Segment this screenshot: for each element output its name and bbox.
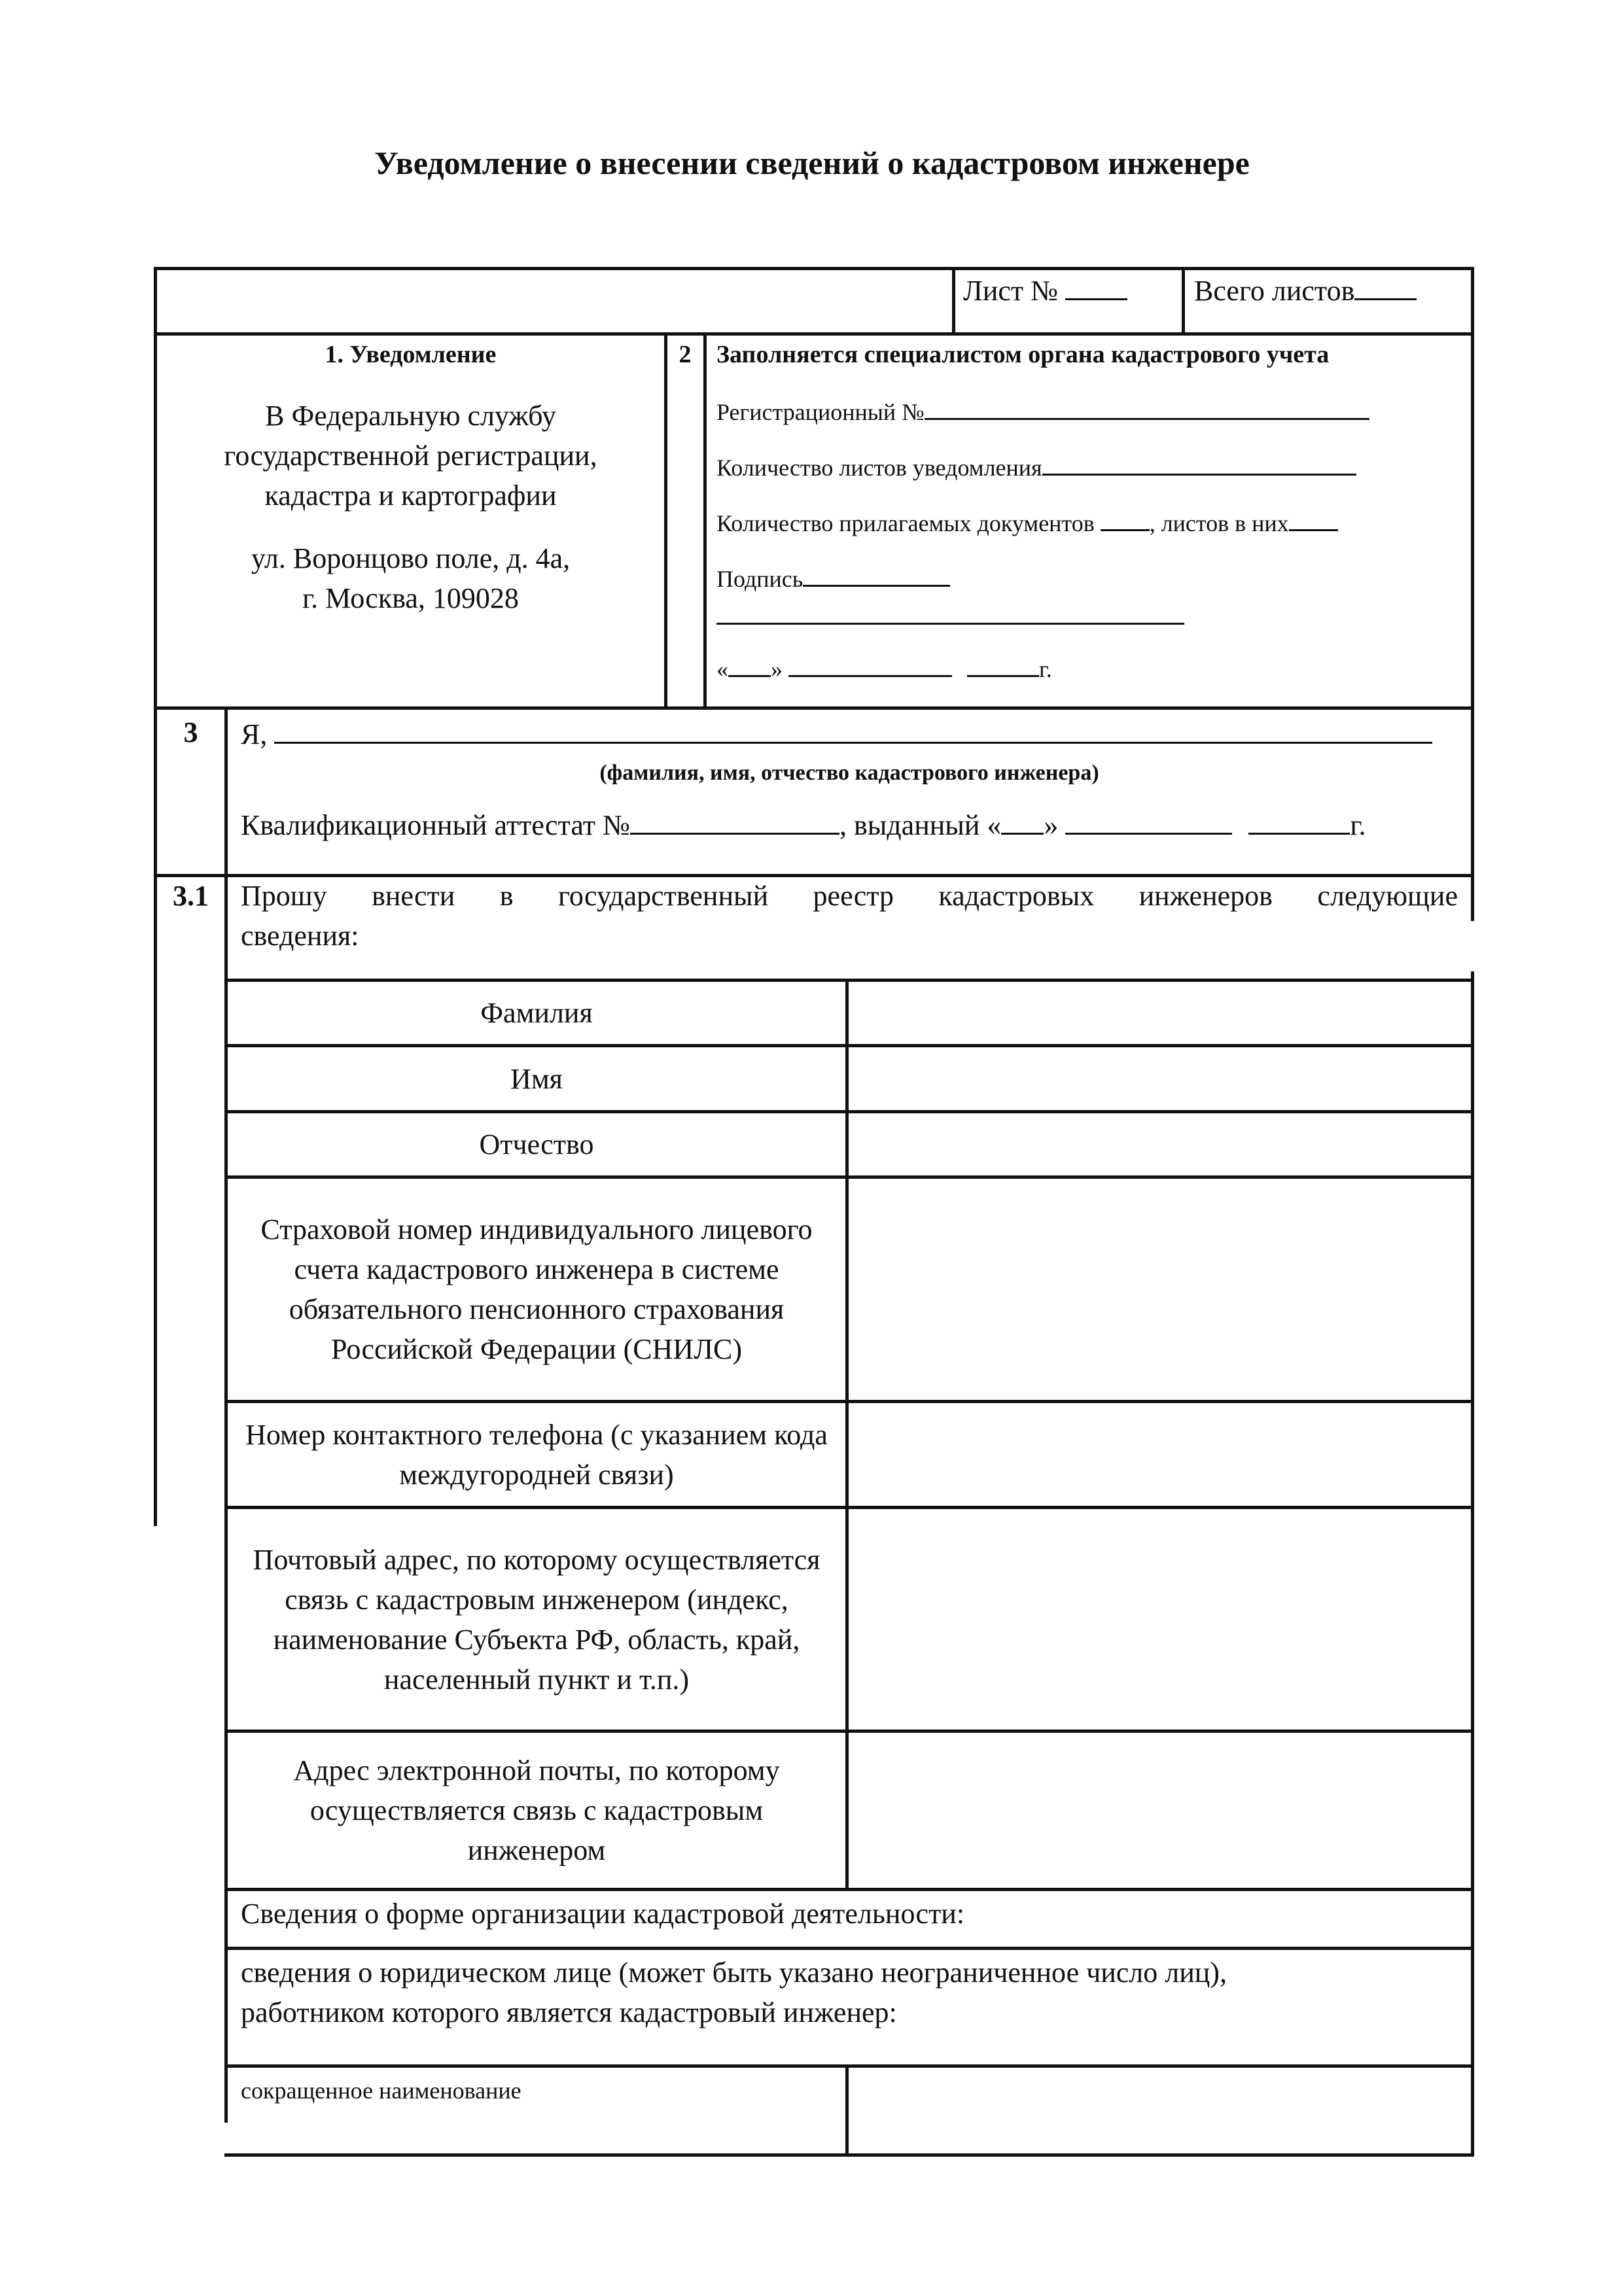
attached-docs-count-field[interactable] [716,504,1338,543]
signature-name-line [716,623,1184,625]
attached-docs-count-label: Количество прилагаемых документов [716,510,1095,536]
registration-number-label: Регистрационный № [716,399,925,425]
surname-input[interactable] [849,982,1471,1044]
engineer-name-blank [274,713,1432,744]
notice-sheets-count-label: Количество листов уведомления [716,455,1042,481]
attached-docs-count-blank [1101,508,1150,531]
section-3-number: 3 [183,716,198,748]
issued-day-blank [1001,807,1044,835]
date-month-blank [788,654,952,677]
date-year-blank [967,654,1039,677]
phone-label: Номер контактного телефона (с указанием кода междугородней связи) [245,1418,828,1491]
fio-hint: (фамилия, имя, отчество кадастрового инженера) [599,761,1099,785]
phone-input[interactable] [849,1403,1471,1506]
patronymic-label: Отчество [479,1128,594,1160]
date-field[interactable] [716,650,1052,689]
section-2-number: 2 [679,341,692,368]
addressee-line-2: государственной регистрации, [224,440,597,472]
first-name-label: Имя [510,1062,563,1095]
address-line-2: г. Москва, 109028 [302,582,519,614]
org-form-label: Сведения о форме организации кадастровой деятельности: [241,1898,965,1930]
registration-number-field[interactable] [716,392,1369,432]
request-line-2: сведения: [241,920,359,952]
email-label: Адрес электронной почты, по которому осуществляется связь с кадастровым инженером [293,1754,780,1866]
section-2-heading: Заполняется специалистом органа кадастрового учета [716,341,1330,368]
addressee-line-1: В Федеральную службу [265,400,556,432]
short-name-input[interactable] [849,2068,1471,2153]
signature-field[interactable] [716,559,950,599]
issued-close-quote: » [1044,809,1059,841]
issued-year-blank [1248,807,1350,835]
postal-address-input[interactable] [849,1509,1471,1730]
registration-number-blank [925,397,1369,420]
certificate-label: Квалификационный аттестат № [241,809,630,841]
addressee-line-3: кадастра и картографии [264,479,557,512]
issued-label: , выданный « [839,809,1002,841]
certificate-number-blank [630,807,839,835]
attached-docs-sheets-blank [1289,508,1338,531]
date-year-suffix: г. [1039,656,1052,682]
surname-label: Фамилия [480,997,593,1029]
total-sheets-label: Всего листов [1194,275,1355,307]
document-title: Уведомление о внесении сведений о кадастровом инженере [374,145,1250,181]
notice-sheets-count-blank [1042,453,1356,476]
snils-input[interactable] [849,1179,1471,1400]
attached-docs-sheets-label: , листов в них [1149,510,1289,536]
total-sheets-blank [1354,272,1417,300]
sheet-number-field[interactable] [963,271,1127,311]
address-line-1: ул. Воронцово поле, д. 4а, [251,542,571,574]
date-close-quote: » [771,656,783,682]
date-open-quote: « [716,656,728,682]
qualification-certificate-field[interactable] [241,806,1366,845]
snils-label: Страховой номер индивидуального лицевого счета кадастрового инженера в системе обязательного пенсионного страхования Российской Федерации (СНИЛС) [260,1213,813,1365]
engineer-name-field[interactable] [241,713,1432,754]
sheet-number-blank [1065,272,1127,300]
first-name-input[interactable] [849,1047,1471,1110]
legal-entity-line-2: работником которого является кадастровый инженер: [241,1996,897,2028]
total-sheets-field[interactable] [1194,271,1417,311]
patronymic-input[interactable] [849,1113,1471,1175]
signature-blank [803,564,950,587]
sheet-number-label: Лист № [963,275,1059,307]
signature-label: Подпись [716,566,803,592]
issued-month-blank [1065,807,1232,835]
short-name-label: сокращенное наименование [241,2078,521,2104]
i-label: Я, [241,718,268,750]
notice-sheets-count-field[interactable] [716,448,1356,487]
issued-year-suffix: г. [1350,809,1366,841]
section-3-1-number: 3.1 [173,880,209,912]
section-1-heading: 1. Уведомление [325,341,497,368]
date-day-blank [728,654,771,677]
postal-address-label: Почтовый адрес, по которому осуществляется связь с кадастровым инженером (индекс, наименование Субъекта РФ, область, край, населенный пункт и т.п.) [253,1543,821,1696]
request-line-1: Прошу внести в государственный реестр кадастровых инженеров следующие [241,880,1458,912]
email-input[interactable] [849,1733,1471,1888]
legal-entity-line-1: сведения о юридическом лице (может быть указано неограниченное число лиц), [241,1957,1227,1989]
